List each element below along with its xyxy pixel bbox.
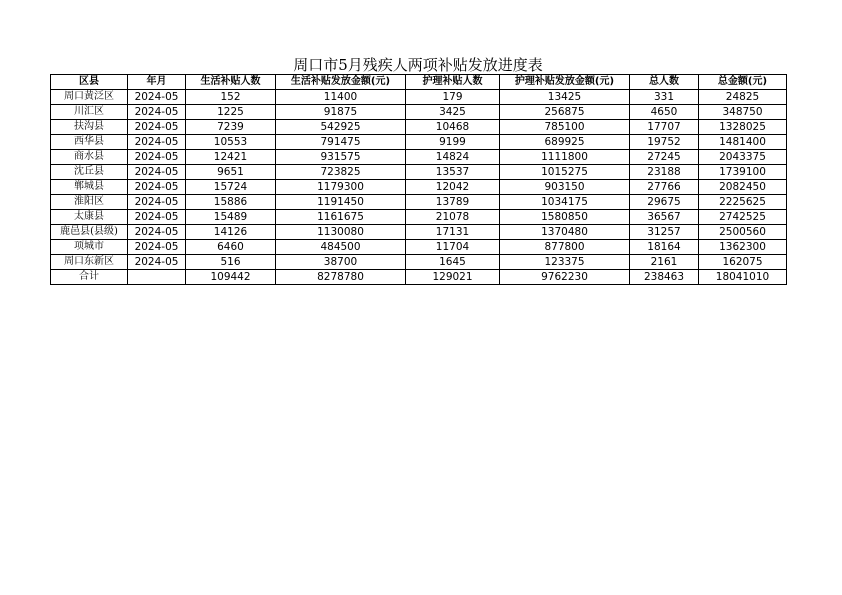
table-cell: 13789 — [406, 195, 500, 210]
table-cell: 931575 — [276, 150, 406, 165]
table-row — [51, 135, 787, 150]
region-cell: 合计 — [51, 270, 128, 285]
table-cell: 29675 — [630, 195, 699, 210]
table-cell: 348750 — [699, 105, 787, 120]
table-cell: 19752 — [630, 135, 699, 150]
table-cell: 15724 — [186, 180, 276, 195]
column-header: 总金额(元) — [699, 75, 787, 90]
table-cell: 15489 — [186, 210, 276, 225]
table-cell: 2082450 — [699, 180, 787, 195]
table-cell: 179 — [406, 90, 500, 105]
table-cell: 2225625 — [699, 195, 787, 210]
table-row — [51, 255, 787, 270]
table-cell: 1580850 — [500, 210, 630, 225]
table-cell: 689925 — [500, 135, 630, 150]
table-cell: 9651 — [186, 165, 276, 180]
table-cell: 4650 — [630, 105, 699, 120]
table-cell: 12421 — [186, 150, 276, 165]
table-cell: 1481400 — [699, 135, 787, 150]
table-row — [51, 225, 787, 240]
region-cell: 扶沟县 — [51, 120, 128, 135]
region-cell: 沈丘县 — [51, 165, 128, 180]
table-cell: 542925 — [276, 120, 406, 135]
region-cell: 太康县 — [51, 210, 128, 225]
table-cell: 2024-05 — [128, 120, 186, 135]
column-header: 护理补贴发放金额(元) — [500, 75, 630, 90]
table-cell: 13425 — [500, 90, 630, 105]
table-cell: 723825 — [276, 165, 406, 180]
table-cell: 484500 — [276, 240, 406, 255]
column-header: 护理补贴人数 — [406, 75, 500, 90]
table-cell: 36567 — [630, 210, 699, 225]
table-cell: 1739100 — [699, 165, 787, 180]
column-header: 生活补贴人数 — [186, 75, 276, 90]
table-cell: 13537 — [406, 165, 500, 180]
table-cell: 1191450 — [276, 195, 406, 210]
region-cell: 周口黄泛区 — [51, 90, 128, 105]
table-row — [51, 105, 787, 120]
table-row — [51, 240, 787, 255]
table-cell: 2024-05 — [128, 135, 186, 150]
table-cell: 9762230 — [500, 270, 630, 285]
table-cell: 2500560 — [699, 225, 787, 240]
table-cell: 2024-05 — [128, 180, 186, 195]
column-header: 总人数 — [630, 75, 699, 90]
table-cell: 2043375 — [699, 150, 787, 165]
table-cell: 38700 — [276, 255, 406, 270]
table-cell: 21078 — [406, 210, 500, 225]
region-cell: 川汇区 — [51, 105, 128, 120]
region-cell: 项城市 — [51, 240, 128, 255]
table-cell: 18164 — [630, 240, 699, 255]
table-cell: 11400 — [276, 90, 406, 105]
page-title: 周口市5月残疾人两项补贴发放进度表 — [293, 56, 543, 74]
table-cell: 11704 — [406, 240, 500, 255]
table-cell: 6460 — [186, 240, 276, 255]
table-cell: 109442 — [186, 270, 276, 285]
table-cell: 238463 — [630, 270, 699, 285]
table-cell: 791475 — [276, 135, 406, 150]
header-row — [51, 75, 787, 90]
column-header: 年月 — [128, 75, 186, 90]
table-cell: 1370480 — [500, 225, 630, 240]
table-cell: 1015275 — [500, 165, 630, 180]
table-cell: 7239 — [186, 120, 276, 135]
table-cell: 1130080 — [276, 225, 406, 240]
table-cell: 17131 — [406, 225, 500, 240]
table-cell: 1034175 — [500, 195, 630, 210]
table-cell: 2024-05 — [128, 90, 186, 105]
table-cell: 12042 — [406, 180, 500, 195]
table-cell: 23188 — [630, 165, 699, 180]
table-cell: 1328025 — [699, 120, 787, 135]
table-cell: 152 — [186, 90, 276, 105]
table-cell: 9199 — [406, 135, 500, 150]
table-cell: 1161675 — [276, 210, 406, 225]
region-cell: 淮阳区 — [51, 195, 128, 210]
table-row — [51, 120, 787, 135]
table-cell: 17707 — [630, 120, 699, 135]
table-body — [51, 90, 787, 285]
table-cell: 516 — [186, 255, 276, 270]
table-cell: 2024-05 — [128, 195, 186, 210]
table-cell: 2024-05 — [128, 240, 186, 255]
column-header: 区县 — [51, 75, 128, 90]
table-cell: 2024-05 — [128, 225, 186, 240]
table-cell: 24825 — [699, 90, 787, 105]
table-cell: 256875 — [500, 105, 630, 120]
table-cell: 10553 — [186, 135, 276, 150]
table-cell: 2024-05 — [128, 105, 186, 120]
table-cell: 1645 — [406, 255, 500, 270]
table-cell: 2024-05 — [128, 255, 186, 270]
table-row — [51, 150, 787, 165]
subsidy-table — [50, 74, 787, 285]
table-cell: 2024-05 — [128, 210, 186, 225]
table-cell: 2161 — [630, 255, 699, 270]
table-cell: 18041010 — [699, 270, 787, 285]
table-cell: 31257 — [630, 225, 699, 240]
table-cell: 903150 — [500, 180, 630, 195]
table-row — [51, 210, 787, 225]
table-cell: 2742525 — [699, 210, 787, 225]
table-cell: 27245 — [630, 150, 699, 165]
table-row — [51, 90, 787, 105]
table-cell: 14824 — [406, 150, 500, 165]
table-cell: 8278780 — [276, 270, 406, 285]
table-cell: 91875 — [276, 105, 406, 120]
table-cell: 877800 — [500, 240, 630, 255]
table-cell: 2024-05 — [128, 165, 186, 180]
table-cell: 162075 — [699, 255, 787, 270]
table-row — [51, 195, 787, 210]
table-cell: 14126 — [186, 225, 276, 240]
table-cell: 27766 — [630, 180, 699, 195]
table-cell: 1225 — [186, 105, 276, 120]
region-cell: 鹿邑县(县级) — [51, 225, 128, 240]
region-cell: 商水县 — [51, 150, 128, 165]
table-cell: 785100 — [500, 120, 630, 135]
table-row — [51, 180, 787, 195]
table-cell: 15886 — [186, 195, 276, 210]
table-row — [51, 165, 787, 180]
table-cell: 123375 — [500, 255, 630, 270]
total-row — [51, 270, 787, 285]
table-cell: 3425 — [406, 105, 500, 120]
region-cell: 郸城县 — [51, 180, 128, 195]
table-cell: 1362300 — [699, 240, 787, 255]
region-cell: 周口东新区 — [51, 255, 128, 270]
table-cell: 1179300 — [276, 180, 406, 195]
column-header: 生活补贴发放金额(元) — [276, 75, 406, 90]
table-cell: 10468 — [406, 120, 500, 135]
table-cell: 1111800 — [500, 150, 630, 165]
table-cell: 2024-05 — [128, 150, 186, 165]
table-cell: 331 — [630, 90, 699, 105]
region-cell: 西华县 — [51, 135, 128, 150]
table-cell — [128, 270, 186, 285]
table-cell: 129021 — [406, 270, 500, 285]
